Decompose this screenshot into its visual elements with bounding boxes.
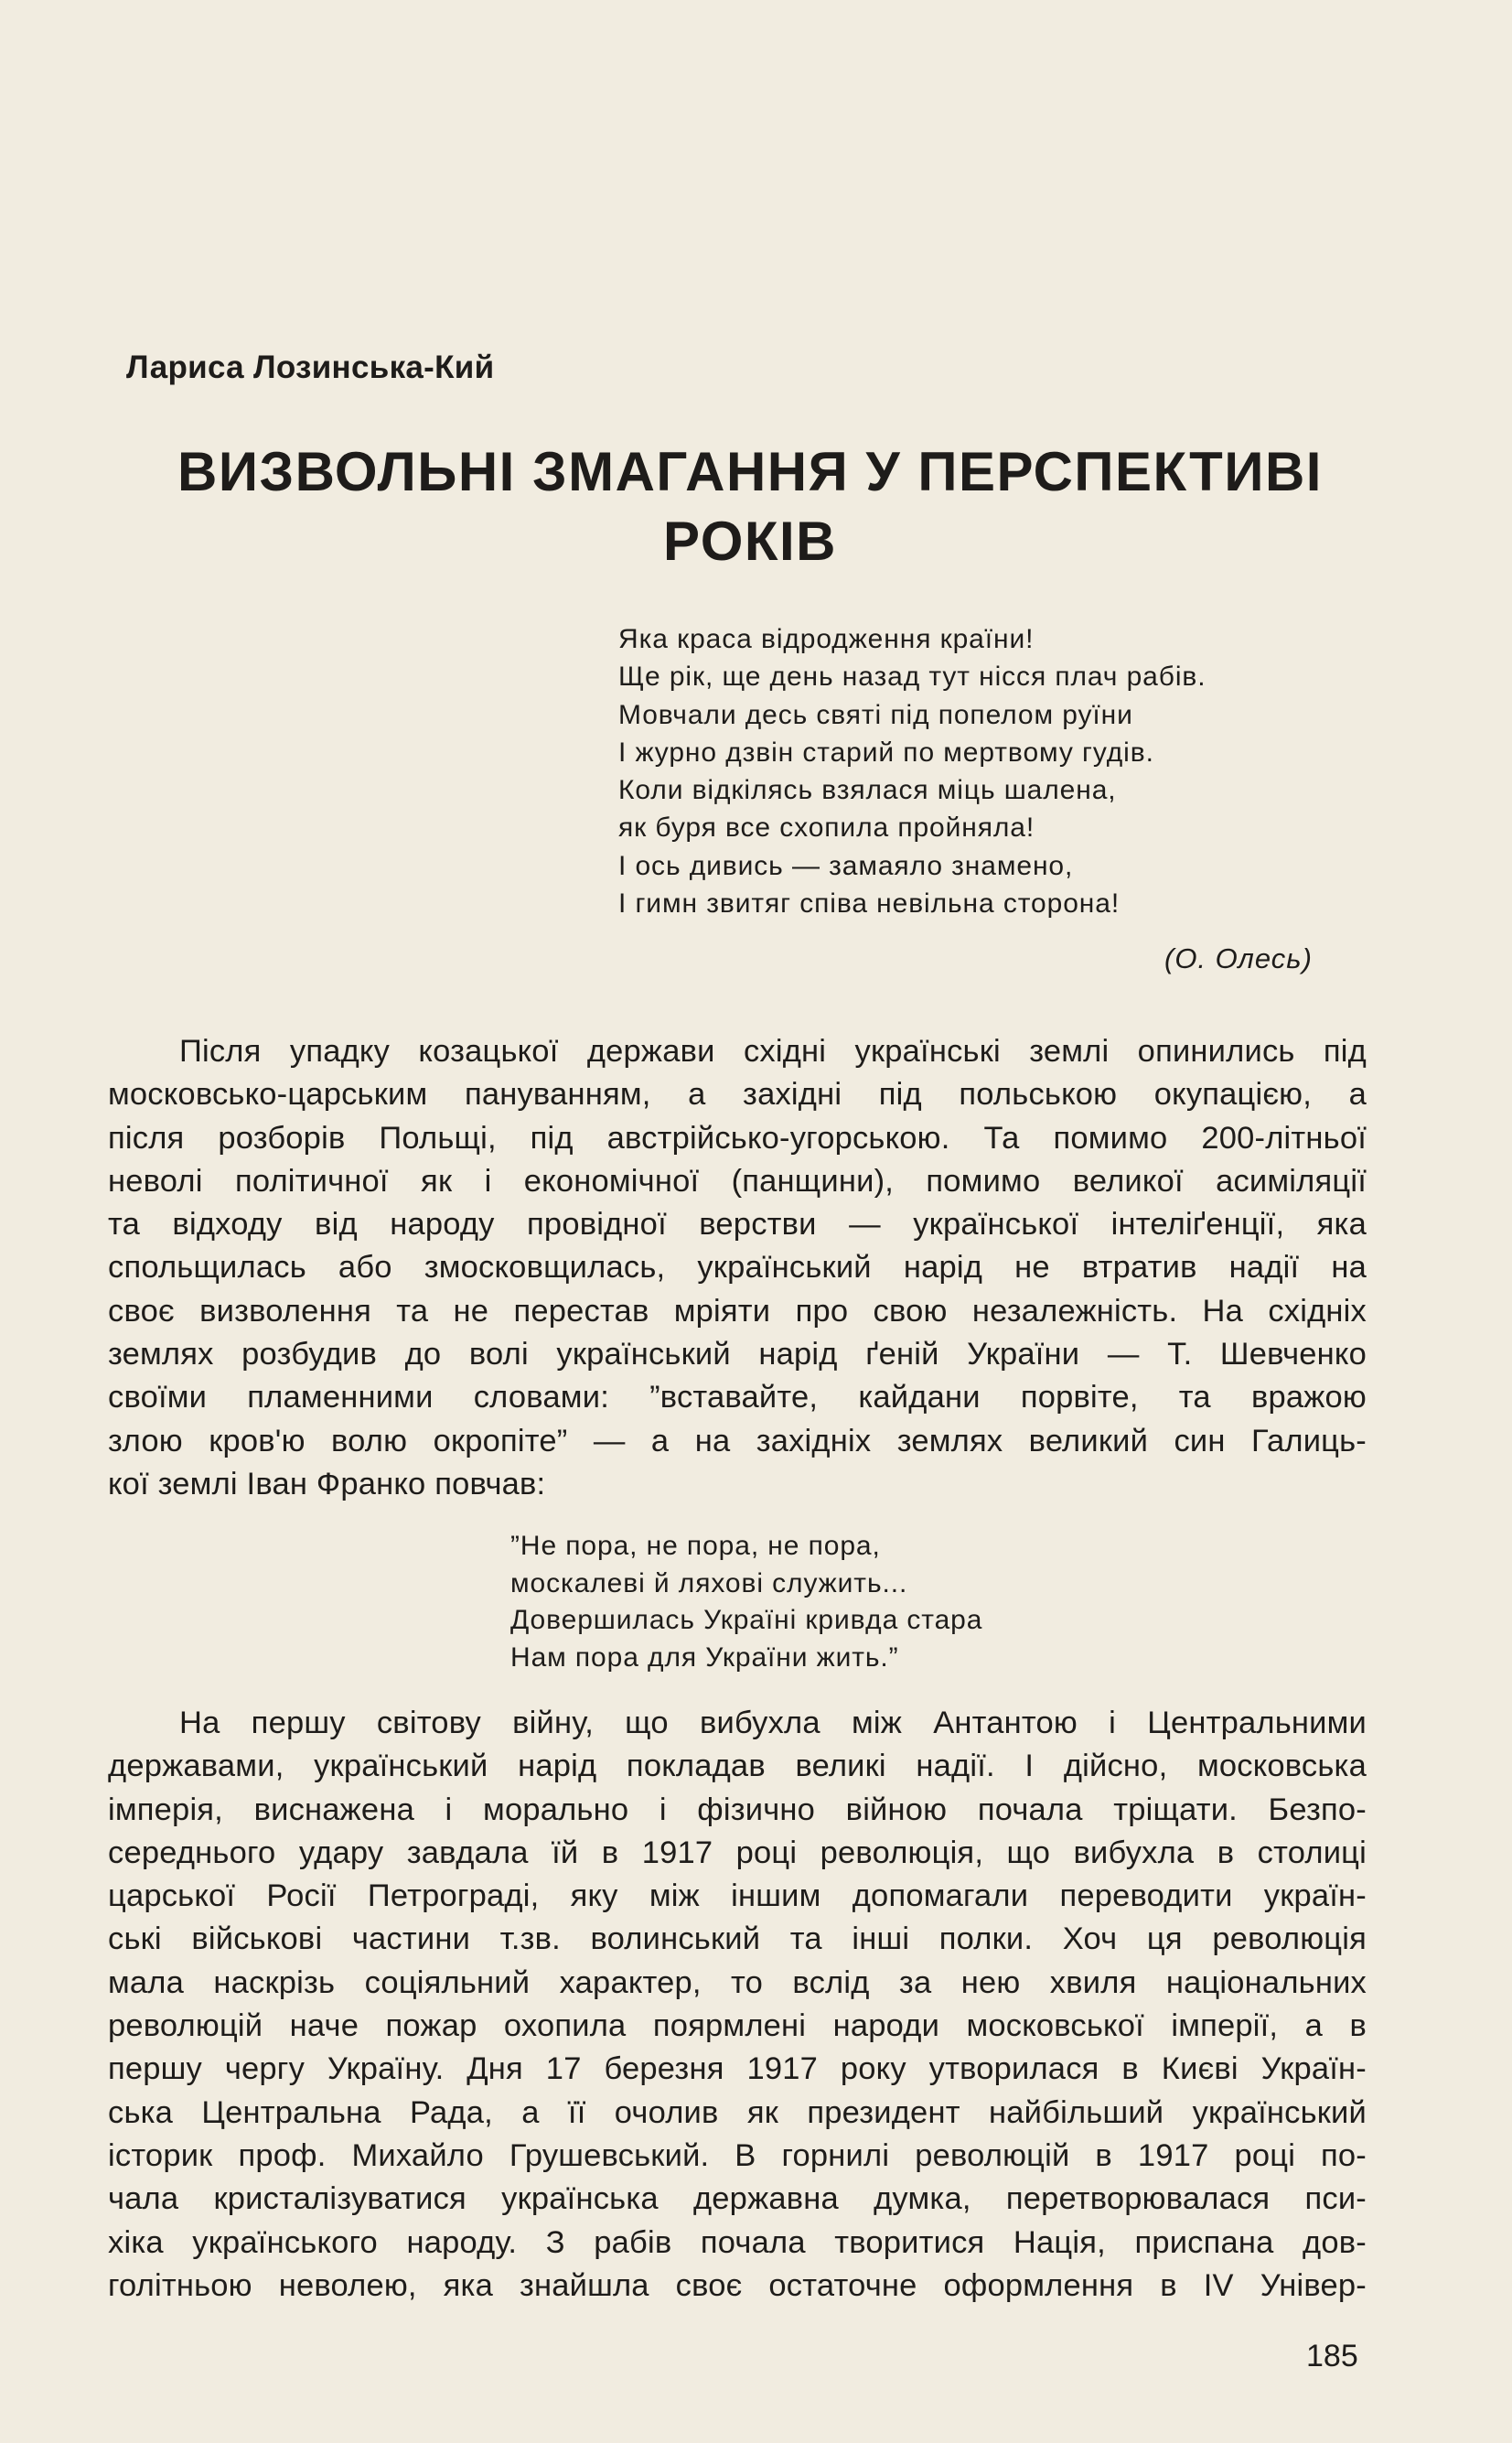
quote-line: Довершилась Україні кривда стара xyxy=(510,1605,983,1635)
text-line: царської Росії Петрограді, яку між іншим допомагали переводити україн- xyxy=(108,1878,1367,1914)
text-line: спольщилась або змосковщилась, український нарід не втратив надії на xyxy=(108,1250,1367,1286)
body-paragraph-2 xyxy=(108,1702,1367,2308)
text-line: московсько-царським пануванням, а західні під польською окупацією, а xyxy=(108,1077,1367,1113)
text-line: та відходу від народу провідної верстви — української інтеліґенції, яка xyxy=(108,1207,1367,1243)
poem-line: І ось дивись — замаяло знамено, xyxy=(618,850,1074,881)
text-line: голітньою неволею, яка знайшла своє остаточне оформлення в IV Універ- xyxy=(108,2267,1367,2303)
poem-line: Яка краса відродження країни! xyxy=(618,624,1035,654)
text-line: ські військові частини т.зв. волинський та інші полки. Хоч ця революція xyxy=(108,1921,1367,1957)
text-line: неволі політичної як і економічної (панщини), помимо великої асиміляції xyxy=(108,1163,1367,1199)
page-number: 185 xyxy=(1306,2339,1358,2373)
text-line: мала наскрізь соціяльний характер, то вслід за нею хвиля національних xyxy=(108,1964,1367,2000)
quote-line: москалеві й ляхові служить... xyxy=(510,1567,908,1598)
text-line: після розборів Польщі, під австрійсько-угорською. Та помимо 200-літньої xyxy=(108,1120,1367,1156)
poem-line: Коли відкілясь взялася міць шалена, xyxy=(618,775,1117,806)
poem-line: Мовчали десь святі під попелом руїни xyxy=(618,699,1133,730)
text-line: На першу світову війну, що вибухла між Антантою і Центральними xyxy=(179,1706,1367,1740)
author-name: Лариса Лозинська-Кий xyxy=(126,350,495,385)
text-line: хіка українського народу. З рабів почала творитися Нація, приспана дов- xyxy=(108,2224,1367,2260)
text-line: державами, український нарід покладав великі надії. І дійсно, московська xyxy=(108,1749,1367,1784)
text-line: землях розбудив до волі український нарід ґеній України — Т. Шевченко xyxy=(108,1337,1367,1372)
poem-line: І журно дзвін старий по мертвому гудів. xyxy=(618,737,1154,768)
body-paragraph-1 xyxy=(108,1030,1367,1506)
poem-line: Ще рік, ще день назад тут нісся плач рабів. xyxy=(618,662,1206,693)
text-line: історик проф. Михайло Грушевський. В горнилі революцій в 1917 році по- xyxy=(108,2137,1367,2173)
quote-line: Нам пора для України жить.” xyxy=(510,1641,899,1673)
text-line: середнього удару завдала їй в 1917 році революція, що вибухла в столиці xyxy=(108,1835,1367,1870)
text-line: Після упадку козацької держави східні українські землі опинились під xyxy=(179,1034,1367,1069)
franko-quote xyxy=(510,1528,982,1676)
title-line: РОКІВ xyxy=(662,511,838,572)
text-line: кої землі Іван Франко повчав: xyxy=(108,1466,546,1501)
text-line: ська Центральна Рада, а її очолив як президент найбільший український xyxy=(108,2094,1367,2130)
epigraph-poem xyxy=(618,620,1206,922)
poem-line: І гимн звитяг співа невільна сторона! xyxy=(618,888,1121,920)
text-line: революцій наче пожар охопила поярмлені народи московської імперії, а в xyxy=(108,2008,1367,2044)
text-line: злою кров'ю волю окропіте” — а на західніх землях великий син Галиць- xyxy=(108,1423,1367,1458)
poem-line: як буря все схопила пройняла! xyxy=(618,813,1035,844)
text-line: першу чергу Україну. Дня 17 березня 1917 року утворилася в Києві Україн- xyxy=(108,2051,1367,2087)
quote-line: ”Не пора, не пора, не пора, xyxy=(510,1531,881,1561)
text-line: чала кристалізуватися українська державна думка, перетворювалася пси- xyxy=(108,2181,1367,2217)
title-line: ВИЗВОЛЬНІ ЗМАГАННЯ У ПЕРСПЕКТИВІ xyxy=(177,441,1323,502)
text-line: своїми пламенними словами: ”вставайте, кайдани порвіте, та вражою xyxy=(108,1380,1367,1415)
text-line: своє визволення та не перестав мріяти про свою незалежність. На східніх xyxy=(108,1293,1367,1329)
article-title xyxy=(110,437,1390,576)
text-line: імперія, виснажена і морально і фізично війною почала тріщати. Безпо- xyxy=(108,1792,1367,1827)
epigraph-attribution: (О. Олесь) xyxy=(1164,942,1313,974)
